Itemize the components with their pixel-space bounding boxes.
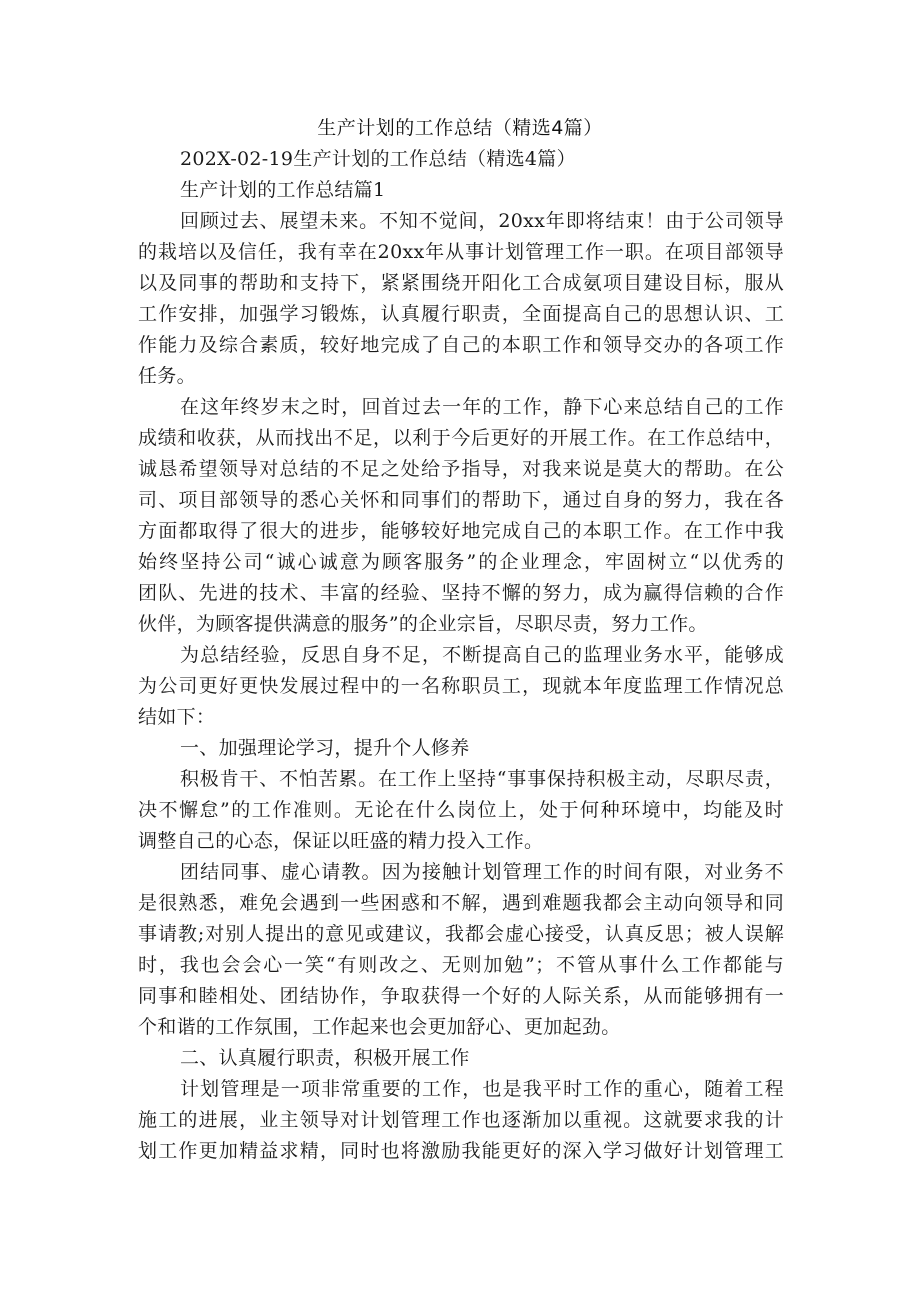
text-line: 诚恳希望领导对总结的不足之处给予指导，对我来说是莫大的帮助。在公	[138, 458, 784, 480]
text-line: 司、项目部领导的悉心关怀和同事们的帮助下，通过自身的努力，我在各	[138, 489, 784, 511]
text-line: 事请教;对别人提出的意见或建议，我都会虚心接受，认真反思；被人误解	[138, 923, 784, 945]
text-line: 始终坚持公司“诚心诚意为顾客服务”的企业理念，牢固树立“以优秀的	[138, 551, 784, 573]
text-line: 方面都取得了很大的进步，能够较好地完成自己的本职工作。在工作中我	[138, 520, 784, 542]
text-line: 结如下：	[138, 706, 216, 728]
document-body	[138, 144, 784, 1167]
text-line: 个和谐的工作氛围，工作起来也会更加舒心、更加起劲。	[138, 1016, 621, 1038]
text-line: 积极肯干、不怕苦累。在工作上坚持“事事保持积极主动，尽职尽责，	[180, 768, 784, 790]
text-line: 团队、先进的技术、丰富的经验、坚持不懈的努力，成为赢得信赖的合作	[138, 582, 784, 604]
text-line: 成绩和收获，从而找出不足，以利于今后更好的开展工作。在工作总结中，	[138, 427, 784, 449]
text-line: 一、加强理论学习，提升个人修养	[180, 737, 470, 759]
text-line: 202X-02-19生产计划的工作总结（精选4篇）	[180, 148, 576, 170]
text-line: 划工作更加精益求精，同时也将激励我能更好的深入学习做好计划管理工	[138, 1140, 784, 1162]
text-line: 团结同事、虚心请教。因为接触计划管理工作的时间有限，对业务不	[180, 861, 784, 883]
text-line: 作能力及综合素质，较好地完成了自己的本职工作和领导交办的各项工作	[138, 334, 784, 356]
document-title: 生产计划的工作总结（精选4篇）	[317, 117, 603, 139]
text-line: 工作安排，加强学习锻炼，认真履行职责，全面提高自己的思想认识、工	[138, 303, 784, 325]
text-line: 同事和睦相处、团结协作，争取获得一个好的人际关系，从而能够拥有一	[138, 985, 784, 1007]
text-line: 时，我也会会心一笑“有则改之、无则加勉”；不管从事什么工作都能与	[138, 954, 784, 976]
text-line: 为公司更好更快发展过程中的一名称职员工，现就本年度监理工作情况总	[138, 675, 784, 697]
text-line: 调整自己的心态，保证以旺盛的精力投入工作。	[138, 830, 544, 852]
text-line: 二、认真履行职责，积极开展工作	[180, 1047, 470, 1069]
text-line: 决不懈怠”的工作准则。无论在什么岗位上，处于何种环境中，均能及时	[138, 799, 784, 821]
text-line: 计划管理是一项非常重要的工作，也是我平时工作的重心，随着工程	[180, 1078, 784, 1100]
text-line: 在这年终岁末之时，回首过去一年的工作，静下心来总结自己的工作	[180, 396, 784, 418]
text-line: 生产计划的工作总结篇1	[180, 179, 386, 201]
text-line: 伙伴，为顾客提供满意的服务”的企业宗旨，尽职尽责，努力工作。	[138, 613, 708, 635]
text-line: 为总结经验，反思自身不足，不断提高自己的监理业务水平，能够成	[180, 644, 784, 666]
text-line: 任务。	[138, 365, 196, 387]
text-line: 施工的进展，业主领导对计划管理工作也逐渐加以重视。这就要求我的计	[138, 1109, 784, 1131]
text-line: 是很熟悉，难免会遇到一些困惑和不解，遇到难题我都会主动向领导和同	[138, 892, 784, 914]
text-line: 回顾过去、展望未来。不知不觉间，20xx年即将结束！由于公司领导	[180, 210, 784, 232]
text-line: 的栽培以及信任，我有幸在20xx年从事计划管理工作一职。在项目部领导	[138, 241, 784, 263]
text-line: 以及同事的帮助和支持下，紧紧围绕开阳化工合成氨项目建设目标，服从	[138, 272, 784, 294]
